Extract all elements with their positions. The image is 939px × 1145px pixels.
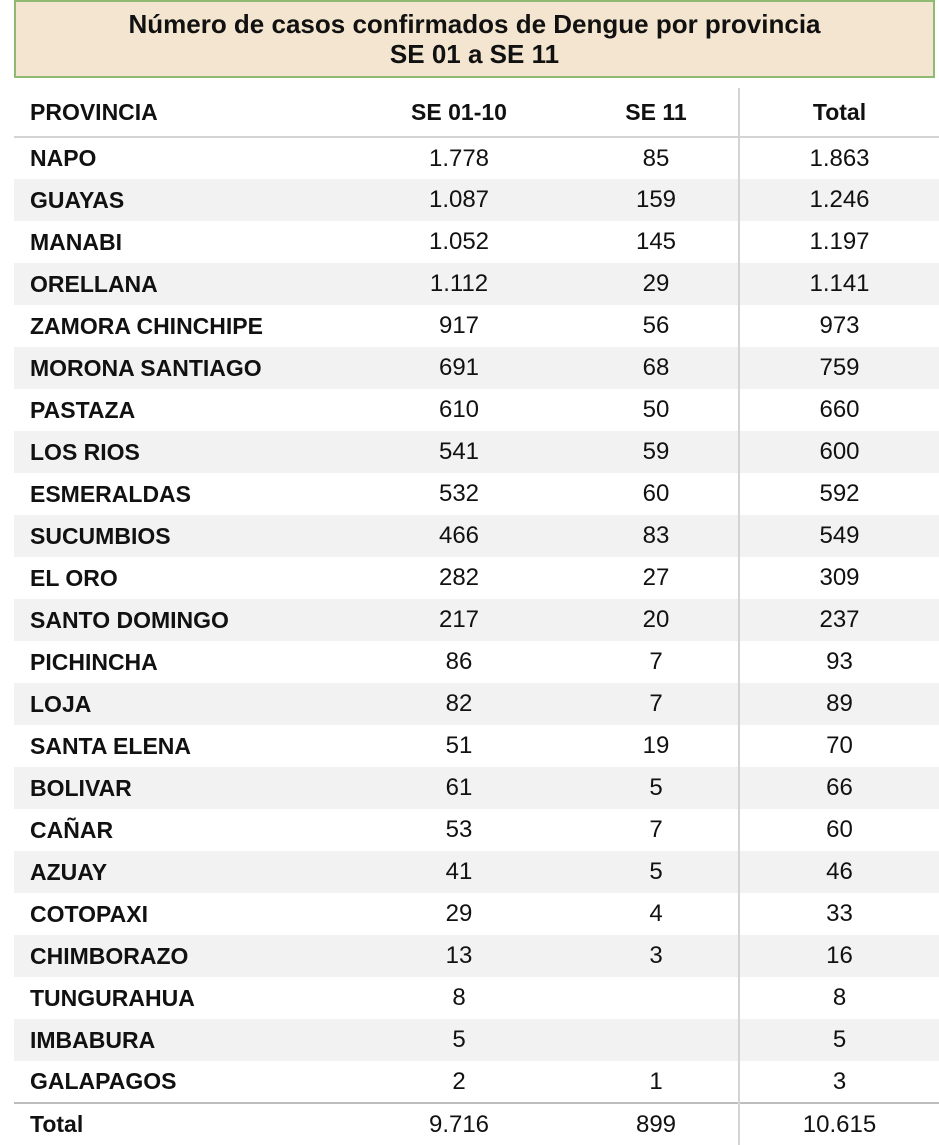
table-row — [14, 1061, 939, 1103]
header-total: Total — [739, 88, 939, 137]
cell-se01-10: 5 — [452, 1026, 466, 1053]
cell-provincia: TUNGURAHUA — [30, 984, 195, 1011]
table-total-row — [14, 1103, 939, 1145]
total-se01-10: 9.716 — [344, 1103, 574, 1145]
cell-se11: 5 — [649, 858, 663, 885]
header-se01-10: SE 01-10 — [344, 88, 574, 137]
cell-se11: 159 — [635, 186, 677, 213]
table-title-box — [14, 0, 935, 78]
cell-se01-10: 82 — [445, 690, 473, 717]
cell-se11: 20 — [642, 606, 670, 633]
cell-se01-10: 691 — [438, 354, 480, 381]
cell-se01-10: 1.778 — [428, 144, 490, 172]
table-row — [14, 977, 939, 1019]
cell-se01-10: 1.112 — [429, 270, 489, 297]
table-row — [14, 935, 939, 977]
cell-se01-10: 29 — [445, 900, 473, 927]
cell-se11: 60 — [642, 480, 670, 507]
cell-se01-10: 86 — [445, 648, 473, 675]
cell-se11: 56 — [642, 312, 670, 339]
cell-total: 46 — [739, 851, 939, 893]
cell-total: 1.197 — [739, 221, 939, 263]
cell-total: 1.141 — [739, 263, 939, 305]
cell-provincia: GALAPAGOS — [30, 1068, 177, 1094]
cell-provincia: SANTA ELENA — [30, 732, 191, 759]
cell-total: 549 — [739, 515, 939, 557]
cell-total: 16 — [739, 935, 939, 977]
table-body — [14, 137, 939, 1103]
cell-provincia: PASTAZA — [30, 396, 136, 423]
table-row — [14, 809, 939, 851]
cell-provincia: COTOPAXI — [30, 900, 148, 927]
cell-se01-10: 53 — [445, 816, 473, 843]
table-row — [14, 263, 939, 305]
header-provincia: PROVINCIA — [14, 88, 344, 137]
cell-se11: 7 — [649, 816, 663, 843]
cell-se01-10: 1.052 — [428, 228, 490, 255]
cell-provincia: CAÑAR — [30, 816, 114, 843]
cell-total: 33 — [739, 893, 939, 935]
cell-se01-10: 532 — [438, 480, 480, 507]
cell-se11: 3 — [649, 942, 663, 969]
cell-se11 — [574, 1019, 739, 1061]
cell-se11: 4 — [649, 900, 663, 927]
cell-se01-10: 917 — [438, 312, 480, 339]
cell-se11: 85 — [642, 144, 670, 172]
cell-total: 660 — [739, 389, 939, 431]
header-se11: SE 11 — [574, 88, 739, 137]
cell-provincia: ORELLANA — [30, 270, 158, 297]
cell-provincia: EL ORO — [30, 564, 118, 591]
cell-total: 973 — [739, 305, 939, 347]
cell-se11: 7 — [649, 648, 663, 675]
cell-se11: 50 — [642, 396, 670, 423]
table-row — [14, 515, 939, 557]
total-total: 10.615 — [739, 1103, 939, 1145]
total-se11: 899 — [574, 1103, 739, 1145]
cell-se01-10: 51 — [445, 732, 473, 759]
table-row — [14, 389, 939, 431]
table-row — [14, 725, 939, 767]
cell-provincia: GUAYAS — [30, 186, 125, 213]
cell-se01-10: 610 — [438, 396, 480, 423]
table-title-line-1: Número de casos confirmados de Dengue por provincia — [128, 9, 821, 39]
table-title-line-2: SE 01 a SE 11 — [389, 39, 560, 69]
cell-total: 93 — [739, 641, 939, 683]
table-row — [14, 431, 939, 473]
cell-se01-10: 13 — [445, 942, 473, 969]
table-row — [14, 347, 939, 389]
table-row — [14, 683, 939, 725]
table-row — [14, 893, 939, 935]
cell-provincia: MANABI — [30, 228, 122, 255]
cell-total: 70 — [739, 725, 939, 767]
cases-table — [14, 88, 939, 1145]
cell-total: 3 — [739, 1061, 939, 1103]
cell-total: 8 — [739, 977, 939, 1019]
cell-total: 1.863 — [739, 137, 939, 179]
table-row — [14, 179, 939, 221]
cell-se01-10: 2 — [452, 1067, 466, 1095]
cell-se11: 68 — [642, 354, 670, 381]
cell-se11: 19 — [642, 732, 670, 759]
table-row — [14, 473, 939, 515]
cell-total: 5 — [739, 1019, 939, 1061]
cell-total: 1.246 — [739, 179, 939, 221]
cell-total: 309 — [739, 557, 939, 599]
cell-se11: 145 — [635, 228, 677, 255]
cell-provincia: SUCUMBIOS — [30, 522, 171, 549]
cell-provincia: MORONA SANTIAGO — [30, 354, 262, 381]
table-row — [14, 137, 939, 179]
table-row — [14, 557, 939, 599]
cell-provincia: BOLIVAR — [30, 774, 132, 801]
cell-se11: 7 — [649, 690, 663, 717]
cell-se11: 27 — [642, 564, 670, 591]
table-row — [14, 221, 939, 263]
cell-se11: 83 — [642, 522, 670, 549]
cell-total: 60 — [739, 809, 939, 851]
cell-provincia: LOJA — [30, 690, 92, 717]
cell-se01-10: 61 — [445, 774, 473, 801]
table-row — [14, 767, 939, 809]
cell-se11: 29 — [642, 270, 670, 297]
cell-provincia: NAPO — [30, 145, 97, 171]
cell-se01-10: 41 — [445, 858, 473, 885]
cases-table-container — [14, 88, 939, 1145]
cell-provincia: ZAMORA CHINCHIPE — [30, 312, 263, 339]
cell-se01-10: 466 — [438, 522, 480, 549]
cell-se11 — [574, 977, 739, 1019]
table-header-row — [14, 88, 939, 137]
cell-se01-10: 217 — [438, 606, 480, 633]
table-row — [14, 305, 939, 347]
cell-provincia: CHIMBORAZO — [30, 942, 189, 969]
cell-se11: 59 — [642, 438, 670, 465]
cell-provincia: PICHINCHA — [30, 648, 158, 675]
cell-se01-10: 8 — [452, 984, 466, 1011]
cell-total: 600 — [739, 431, 939, 473]
cell-provincia: IMBABURA — [30, 1026, 156, 1053]
cell-se11: 1 — [649, 1067, 663, 1095]
cell-se01-10: 541 — [438, 438, 480, 465]
cell-total: 237 — [739, 599, 939, 641]
cell-se01-10: 282 — [438, 564, 480, 591]
cell-total: 759 — [739, 347, 939, 389]
cell-se11: 5 — [649, 774, 663, 801]
cell-total: 592 — [739, 473, 939, 515]
table-row — [14, 851, 939, 893]
table-row — [14, 599, 939, 641]
table-row — [14, 1019, 939, 1061]
cell-total: 89 — [739, 683, 939, 725]
cell-se01-10: 1.087 — [428, 186, 490, 213]
total-label: Total — [14, 1103, 344, 1145]
cell-provincia: AZUAY — [30, 858, 108, 885]
cell-provincia: ESMERALDAS — [30, 480, 192, 507]
cell-provincia: SANTO DOMINGO — [30, 606, 229, 633]
cell-total: 66 — [739, 767, 939, 809]
cell-provincia: LOS RIOS — [30, 438, 140, 465]
table-row — [14, 641, 939, 683]
